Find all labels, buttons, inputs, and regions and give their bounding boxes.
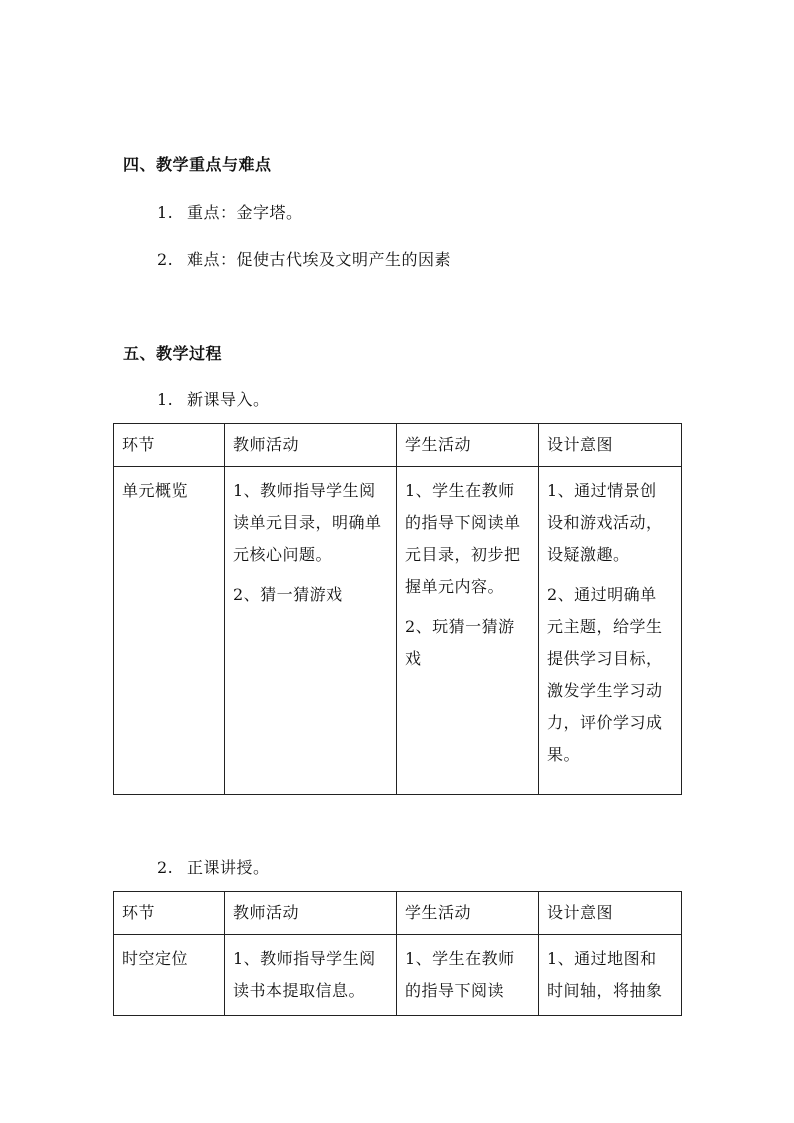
difficult-point-text: 难点：促使古代埃及文明产生的因素 <box>187 250 452 269</box>
step-2-line <box>157 855 270 878</box>
lesson-table-teaching <box>113 891 682 1016</box>
item-number: 1. <box>157 203 174 222</box>
design-intent-item: 1、通过情景创设和游戏活动，设疑激趣。 <box>547 481 663 564</box>
cell-design-intent <box>539 935 682 1016</box>
teacher-activity-item: 1、教师指导学生阅读书本提取信息。 <box>233 949 376 1000</box>
student-activity-item: 1、学生在教师的指导下阅读 <box>405 949 515 1000</box>
header-teacher-activity: 教师活动 <box>225 424 397 467</box>
header-stage: 环节 <box>114 424 225 467</box>
teacher-activity-item: 2、猜一猜游戏 <box>233 585 343 604</box>
table-row <box>114 935 682 1016</box>
item-number: 1. <box>157 390 174 409</box>
section-5-heading: 五、教学过程 <box>123 344 223 363</box>
header-design-intent: 设计意图 <box>539 424 682 467</box>
header-student-activity: 学生活动 <box>397 424 539 467</box>
item-number: 2. <box>157 858 174 877</box>
cell-stage: 时空定位 <box>114 935 225 1016</box>
cell-teacher-activity <box>225 935 397 1016</box>
step-1-line <box>157 387 270 410</box>
teacher-activity-item: 1、教师指导学生阅读单元目录，明确单元核心问题。 <box>233 481 382 564</box>
step-1-text: 新课导入。 <box>187 390 270 409</box>
cell-stage: 单元概览 <box>114 467 225 795</box>
step-2-text: 正课讲授。 <box>187 858 270 877</box>
design-intent-item: 1、通过地图和时间轴，将抽象 <box>547 949 663 1000</box>
cell-teacher-activity <box>225 467 397 795</box>
header-design-intent: 设计意图 <box>539 892 682 935</box>
key-point-line <box>157 200 303 223</box>
design-intent-item: 2、通过明确单元主题，给学生提供学习目标，激发学生学习动力，评价学习成果。 <box>547 585 663 764</box>
difficult-point-line <box>157 247 451 270</box>
cell-student-activity <box>397 935 539 1016</box>
header-student-activity: 学生活动 <box>397 892 539 935</box>
header-teacher-activity: 教师活动 <box>225 892 397 935</box>
item-number: 2. <box>157 250 174 269</box>
table-header-row <box>114 424 682 467</box>
lesson-table-intro <box>113 423 682 795</box>
header-stage: 环节 <box>114 892 225 935</box>
cell-student-activity <box>397 467 539 795</box>
student-activity-item: 2、玩猜一猜游戏 <box>405 617 515 668</box>
cell-design-intent <box>539 467 682 795</box>
table-header-row <box>114 892 682 935</box>
table-row <box>114 467 682 795</box>
section-4-heading: 四、教学重点与难点 <box>123 155 272 174</box>
key-point-text: 重点：金字塔。 <box>187 203 303 222</box>
student-activity-item: 1、学生在教师的指导下阅读单元目录，初步把握单元内容。 <box>405 481 521 596</box>
